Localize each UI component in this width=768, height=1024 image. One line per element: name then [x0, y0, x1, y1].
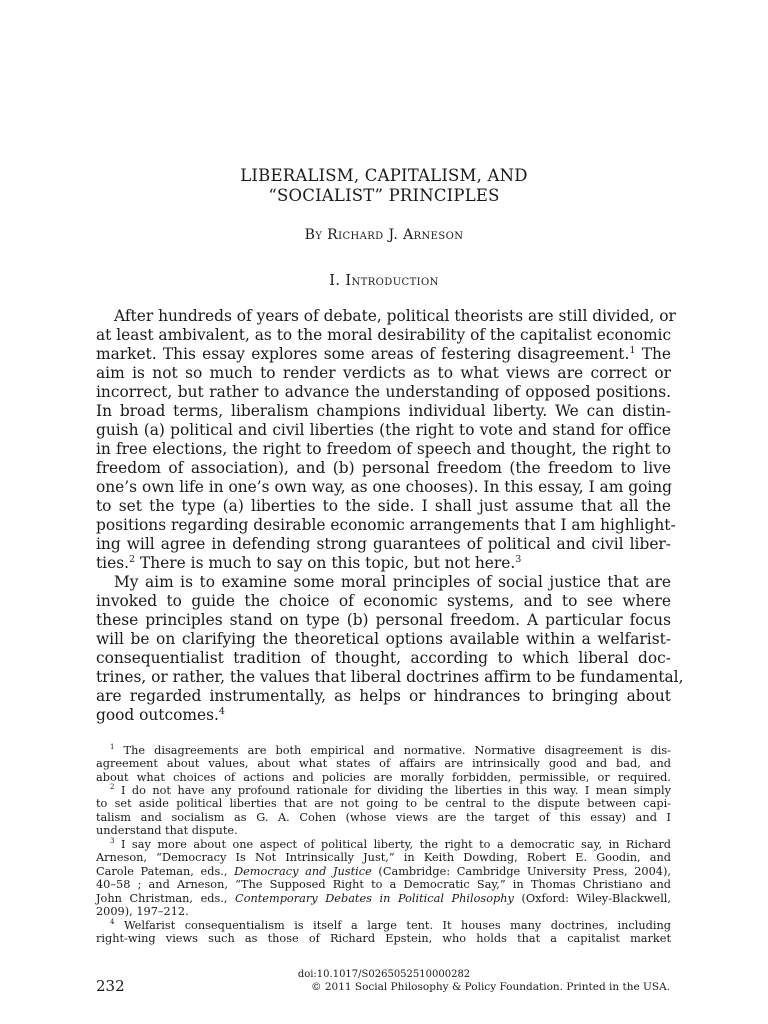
footnote-line: Arneson, “Democracy Is Not Intrinsically Just,” in Keith Dowding, Robert E. Goodin, and	[96, 851, 671, 864]
body-text: good outcomes.	[96, 706, 219, 724]
body-line	[96, 706, 671, 725]
footnote-mark: 4	[218, 705, 225, 717]
footnote-mark: 3	[515, 553, 522, 565]
footnote-line	[96, 865, 671, 878]
section-heading: I. Introduction	[329, 273, 439, 289]
body-line: My aim is to examine some moral principles of social justice that are	[114, 573, 671, 591]
body-text: The	[641, 345, 671, 363]
footnote-line	[96, 838, 671, 851]
footnote-number: 4	[110, 918, 115, 927]
footnote-number: 1	[110, 743, 115, 752]
footnote-text: Carole Pateman, eds.,	[96, 865, 228, 878]
body-line: After hundreds of years of debate, political theorists are still divided, or	[114, 307, 676, 325]
footnote-line: agreement about values, about what states of affairs are intrinsically good and bad, and	[96, 757, 671, 770]
body-text: There is much to say on this topic, but not here.	[140, 554, 516, 572]
footnote-text: (Oxford: Wiley-Blackwell,	[521, 892, 672, 905]
body-line: incorrect, but rather to advance the understanding of opposed positions.	[96, 383, 671, 401]
body-line: consequentialist tradition of thought, according to which liberal doc-	[96, 649, 671, 667]
footnote-number: 2	[110, 783, 115, 792]
body-line: In broad terms, liberalism champions individual liberty. We can distin-	[96, 402, 671, 420]
footnote-line: right-wing views such as those of Richard Epstein, who holds that a capitalist market	[96, 932, 671, 945]
footnote-text: The disagreements are both empirical and normative. Normative disagreement is dis-	[123, 744, 671, 757]
footnote-text: I say more about one aspect of political liberty, the right to a democratic say, in Richard	[120, 838, 672, 851]
body-line: positions regarding desirable economic arrangements that I am highlight-	[96, 516, 676, 534]
footnote-line: 40–58 ; and Arneson, “The Supposed Right to a Democratic Say,” in Thomas Christiano and	[96, 878, 671, 891]
footnote-text: Welfarist consequentialism is itself a large tent. It houses many doctrines, including	[123, 919, 671, 932]
body-line: are regarded instrumentally, as helps or hindrances to bringing about	[96, 687, 671, 705]
body-line: guish (a) political and civil liberties (the right to vote and stand for office	[96, 421, 671, 439]
body-text: market. This essay explores some areas of festering disagreement.	[96, 345, 630, 363]
footnote-line	[96, 892, 671, 905]
body-line: to set the type (a) liberties to the side. I shall just assume that all the	[96, 497, 671, 515]
body-line	[96, 554, 671, 573]
footnote-line	[96, 919, 671, 932]
article-title-line-2: “SOCIALIST” PRINCIPLES	[268, 186, 500, 205]
body-line: in free elections, the right to freedom of speech and thought, the right to	[96, 440, 671, 458]
body-text: ties.	[96, 554, 130, 572]
footnote-line	[96, 744, 671, 757]
footnote-line: about what choices of actions and policies are morally forbidden, permissible, or required.	[96, 771, 671, 784]
footnote-line	[96, 784, 671, 797]
footnote-line: talism and socialism as G. A. Cohen (whose views are the target of this essay) and I	[96, 811, 671, 824]
article-title-line-1: LIBERALISM, CAPITALISM, AND	[240, 166, 528, 185]
body-line: trines, or rather, the values that liberal doctrines affirm to be fundamental,	[96, 668, 684, 686]
footnote-text: I do not have any profound rationale for dividing the liberties in this way. I mean simply	[120, 784, 671, 797]
copyright-notice: © 2011 Social Philosophy & Policy Foundation. Printed in the USA.	[311, 981, 670, 993]
body-line: freedom of association), and (b) personal freedom (the freedom to live	[96, 459, 671, 477]
body-line: at least ambivalent, as to the moral desirability of the capitalist economic	[96, 326, 672, 344]
footnote-text: (Cambridge: Cambridge University Press, 2004),	[378, 865, 671, 878]
book-title: Contemporary Debates in Political Philosophy	[235, 892, 514, 905]
footnote-mark: 1	[629, 344, 636, 356]
footnote-number: 3	[110, 837, 115, 846]
body-line: one’s own life in one’s own way, as one chooses). In this essay, I am going	[96, 478, 673, 496]
footnote-line: understand that dispute.	[96, 824, 238, 837]
body-line: aim is not so much to render verdicts as to what views are correct or	[96, 364, 671, 382]
footnote-text: John Christman, eds.,	[96, 892, 228, 905]
footnote-mark: 2	[129, 553, 136, 565]
footnote-line: to set aside political liberties that are not going to be central to the dispute between capi-	[96, 797, 671, 810]
body-line: these principles stand on type (b) personal freedom. A particular focus	[96, 611, 671, 629]
body-line: ing will agree in defending strong guarantees of political and civil liber-	[96, 535, 671, 553]
body-line: invoked to guide the choice of economic systems, and to see where	[96, 592, 671, 610]
doi: doi:10.1017/S0265052510000282	[297, 969, 471, 980]
page-number: 232	[96, 977, 125, 995]
body-line: will be on clarifying the theoretical options available within a welfarist-	[96, 630, 671, 648]
footnote-line: 2009), 197–212.	[96, 905, 189, 918]
body-line	[96, 345, 671, 364]
book-title: Democracy and Justice	[234, 865, 372, 878]
article-author: By Richard J. Arneson	[304, 227, 464, 243]
